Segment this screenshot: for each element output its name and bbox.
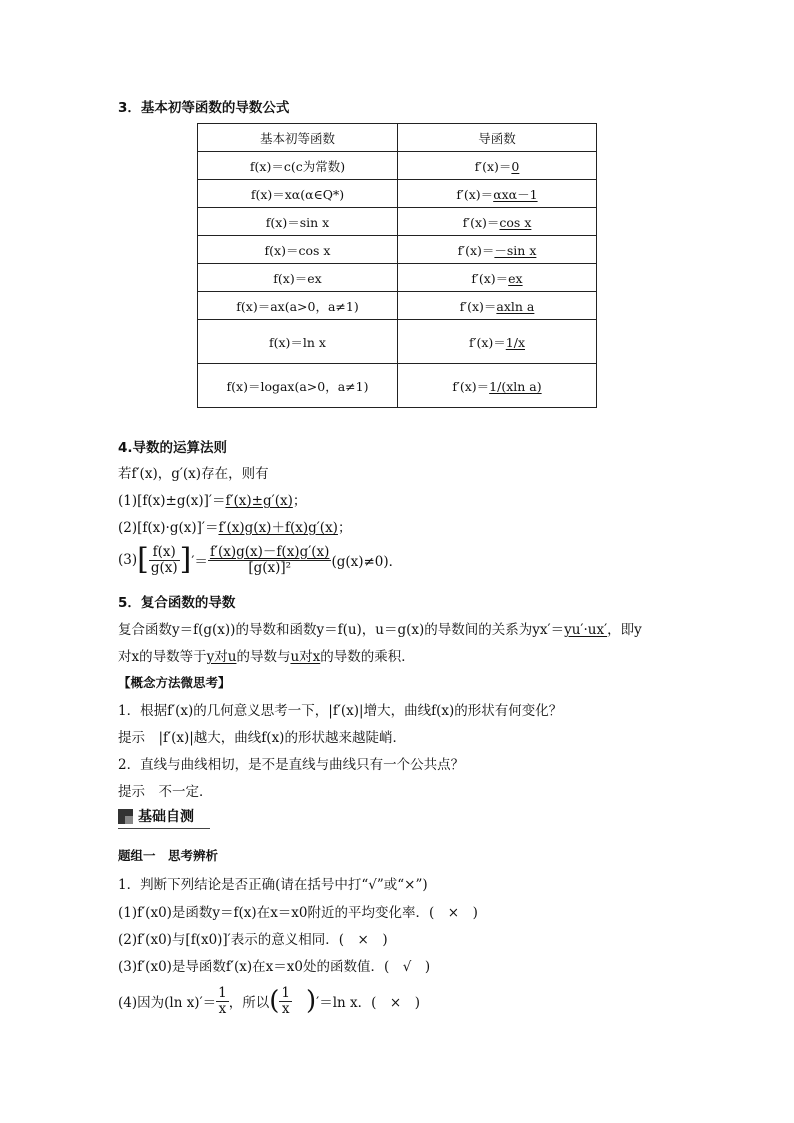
derivative-answer: 0 <box>511 158 520 174</box>
derivative-answer: αxα－1 <box>493 186 538 202</box>
table-cell-function: f(x)＝xα(α∈Q*) <box>198 180 398 208</box>
derivative-answer: 1/(xln a) <box>489 378 542 394</box>
rule-3-label: (3) <box>118 552 138 568</box>
table-cell-derivative <box>398 180 597 208</box>
derivative-answer: axln a <box>496 298 535 314</box>
think-question-2: 2．直线与曲线相切，是不是直线与曲线只有一个公共点？ <box>118 757 465 773</box>
rule-1: (1)[f(x)±g(x)]′＝f′(x)±g′(x)； <box>118 493 307 509</box>
section4-title: 4.导数的运算法则 <box>118 440 228 456</box>
derivative-prefix: f′(x)＝ <box>474 158 512 174</box>
derivative-answer: cos x <box>499 214 532 230</box>
selftest-item-4: (4)因为(ln x)′＝ $\frac{1}{x}$ ，所以 ( $\frac{1}{x}$ ) ′＝ln x．( × ) <box>118 984 420 1017</box>
section5-answer3: u对x <box>290 649 321 665</box>
table-cell-derivative <box>398 236 597 264</box>
think-answer-1: 提示 |f′(x)|越大，曲线f(x)的形状越来越陡峭． <box>118 730 406 746</box>
selftest-item-1: (1)f′(x0)是函数y＝f(x)在x＝x0附近的平均变化率．( × ) <box>118 905 478 921</box>
derivative-prefix: f′(x)＝ <box>471 270 509 286</box>
rule-2-prefix: (2)[f(x)·g(x)]′＝ <box>118 520 219 536</box>
rule-1-prefix: (1)[f(x)±g(x)]′＝ <box>118 493 226 509</box>
table-cell-function: f(x)＝ex <box>198 264 398 292</box>
selftest-item-2: (2)f′(x0)与[f(x0)]′表示的意义相同．( × ) <box>118 932 388 948</box>
derivative-formula-table <box>197 123 597 408</box>
think-question-1: 1．根据f′(x)的几何意义思考一下，|f′(x)|增大，曲线f(x)的形状有何变化？ <box>118 703 563 719</box>
table-cell-function: f(x)＝logax(a>0，a≠1) <box>198 364 398 408</box>
rule-3-fraction <box>208 545 332 576</box>
section3-title: 3．基本初等函数的导数公式 <box>118 100 290 116</box>
table-cell-function: f(x)＝ln x <box>198 320 398 364</box>
think-title: 【概念方法微思考】 <box>118 675 231 690</box>
table-cell-function: f(x)＝sin x <box>198 208 398 236</box>
table-cell-derivative <box>398 320 597 364</box>
think-answer-2: 提示 不一定． <box>118 784 213 800</box>
derivative-prefix: f′(x)＝ <box>452 378 490 394</box>
derivative-prefix: f′(x)＝ <box>462 214 500 230</box>
table-cell-derivative <box>398 292 597 320</box>
derivative-answer: ex <box>508 270 523 286</box>
table-header-derivative: 导函数 <box>398 124 597 152</box>
table-cell-function: f(x)＝c(c为常数) <box>198 152 398 180</box>
section4-intro: 若f′(x)，g′(x)存在，则有 <box>118 466 269 482</box>
section5-title: 5．复合函数的导数 <box>118 595 236 611</box>
derivative-prefix: f′(x)＝ <box>469 334 506 350</box>
derivative-answer: －sin x <box>494 242 537 258</box>
section5-answer1: yu′·ux′ <box>564 622 608 638</box>
rule-1-answer: f′(x)±g′(x) <box>225 493 293 509</box>
section5-line1: 复合函数y＝f(g(x))的导数和函数y＝f(u)，u＝g(x)的导数间的关系为yx′＝yu′·ux′，即y <box>118 622 642 638</box>
table-cell-derivative <box>398 208 597 236</box>
selftest-item-3: (3)f′(x0)是导函数f′(x)在x＝x0处的函数值．( √ ) <box>118 959 431 975</box>
table-cell-derivative <box>398 364 597 408</box>
rule-3: (3) [ $\frac{f(x)}{g(x)}$ ] ′＝ $\frac{f'(x)g(x)-f(x)g'(x)}{\text{[g(x)]²}}$ (g(x)≠0)． <box>118 542 403 577</box>
table-cell-function: f(x)＝ax(a>0，a≠1) <box>198 292 398 320</box>
rule-2-answer: f′(x)g(x)＋f(x)g′(x) <box>218 520 338 536</box>
section5-answer2: y对u <box>206 649 237 665</box>
table-header-function: 基本初等函数 <box>198 124 398 152</box>
selftest-group: 题组一 思考辨析 <box>118 848 219 863</box>
rule-2: (2)[f(x)·g(x)]′＝f′(x)g(x)＋f(x)g′(x)； <box>118 520 352 536</box>
derivative-answer: 1/x <box>505 334 525 350</box>
table-cell-derivative <box>398 152 597 180</box>
derivative-prefix: f′(x)＝ <box>459 298 497 314</box>
derivative-prefix: f′(x)＝ <box>456 186 494 202</box>
selftest-title: 基础自测 <box>138 809 194 825</box>
selftest-question-1: 1．判断下列结论是否正确(请在括号中打“√”或“×”) <box>118 877 428 893</box>
rule-3-denominator: [g(x)]² <box>248 559 292 576</box>
section5-line2: 对x的导数等于y对u的导数与u对x的导数的乘积． <box>118 649 415 665</box>
rule-3-numerator: f′(x)g(x)－f(x)g′(x) <box>209 543 330 560</box>
table-cell-derivative <box>398 264 597 292</box>
selftest-heading <box>118 806 210 828</box>
table-cell-function: f(x)＝cos x <box>198 236 398 264</box>
derivative-prefix: f′(x)＝ <box>457 242 495 258</box>
rule-3-condition: (g(x)≠0)． <box>331 554 403 570</box>
